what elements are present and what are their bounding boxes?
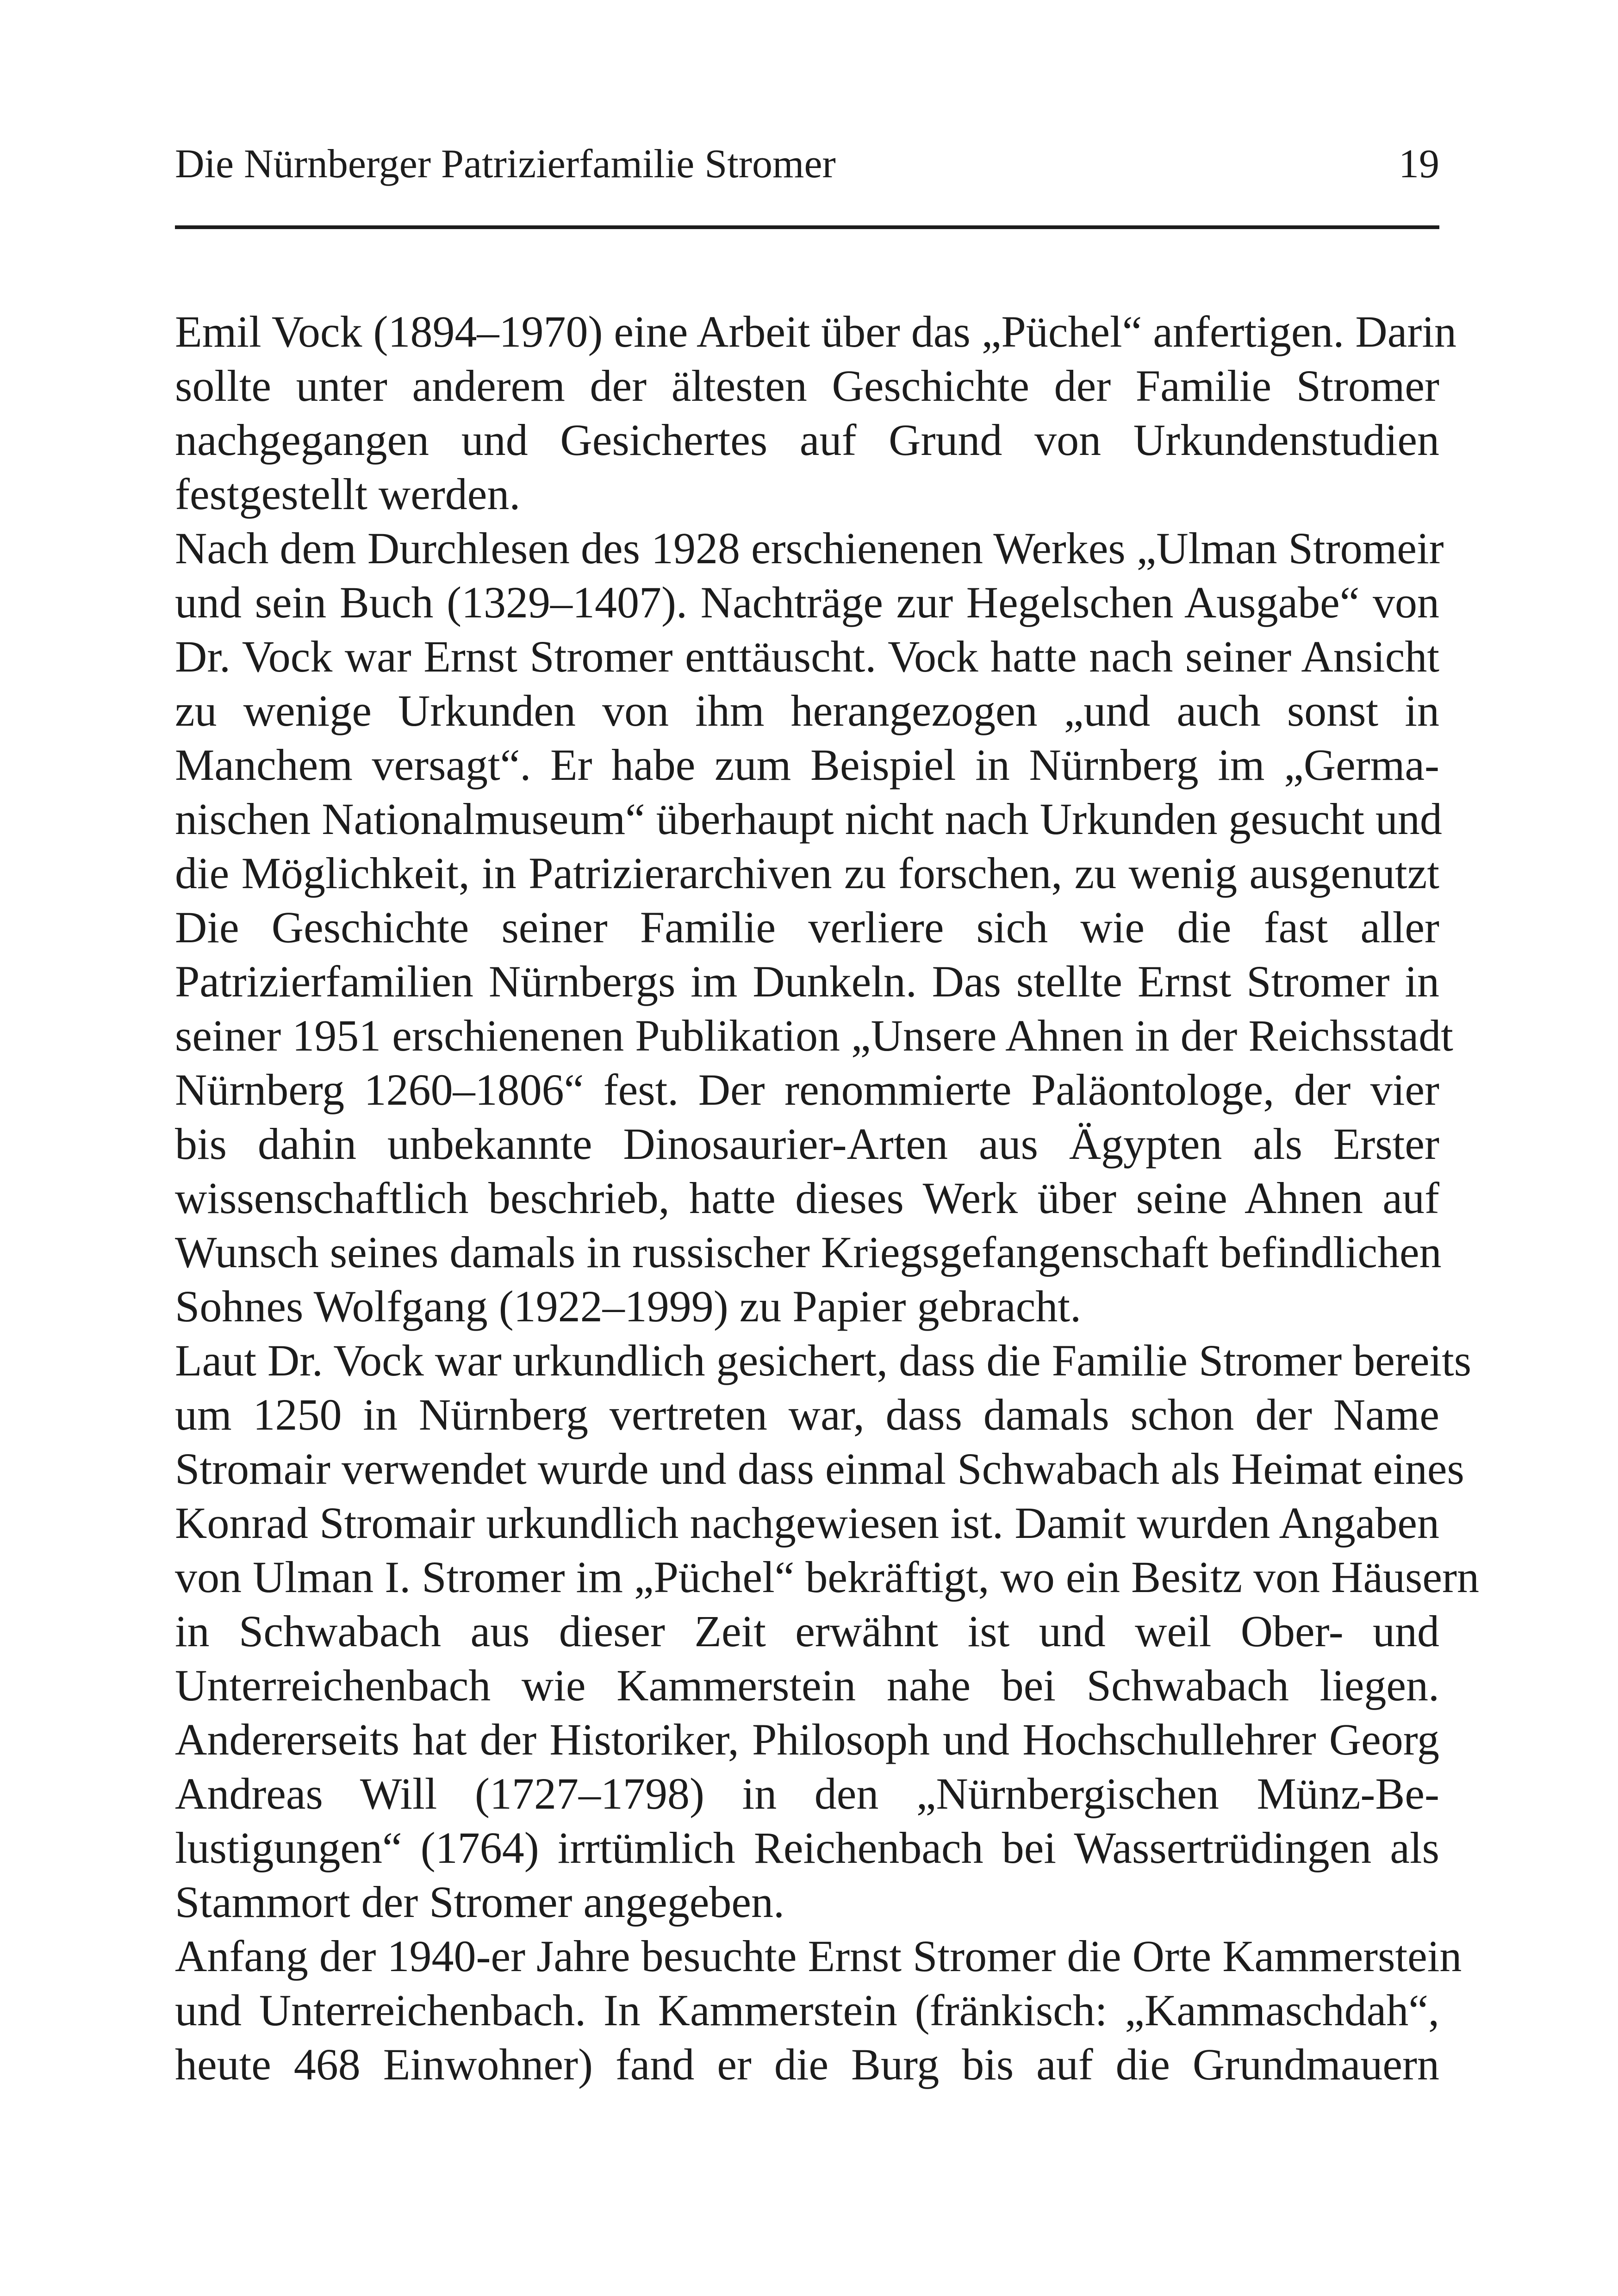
text-line: die Möglichkeit, in Patrizierarchiven zu forschen, zu wenig ausgenutzt bbox=[175, 848, 1439, 898]
text-line: Manchem versagt“. Er habe zum Beispiel in Nürnberg im „Germa- bbox=[175, 740, 1439, 790]
text-line: Stromair verwendet wurde und dass einmal Schwabach als Heimat eines bbox=[175, 1444, 1464, 1493]
header-rule bbox=[175, 225, 1439, 229]
page-number: 19 bbox=[1399, 142, 1439, 187]
text-line: sollte unter anderem der ältesten Geschichte der Familie Stromer bbox=[175, 361, 1439, 411]
text-line: Andererseits hat der Historiker, Philosoph und Hochschullehrer Georg bbox=[175, 1715, 1439, 1764]
text-line: Dr. Vock war Ernst Stromer enttäuscht. Vock hatte nach seiner Ansicht bbox=[175, 632, 1439, 681]
text-line: lustigungen“ (1764) irrtümlich Reichenbach bei Wassertrüdingen als bbox=[175, 1823, 1439, 1873]
text-line: zu wenige Urkunden von ihm herangezogen „und auch sonst in bbox=[175, 686, 1439, 735]
text-line: nischen Nationalmuseum“ überhaupt nicht nach Urkunden gesucht und bbox=[175, 794, 1442, 844]
text-line: von Ulman I. Stromer im „Püchel“ bekräftigt, wo ein Besitz von Häusern bbox=[175, 1552, 1479, 1602]
text-line: Sohnes Wolfgang (1922–1999) zu Papier gebracht. bbox=[175, 1282, 1082, 1331]
text-line: nachgegangen und Gesichertes auf Grund von Urkundenstudien bbox=[175, 415, 1439, 465]
text-line: Laut Dr. Vock war urkundlich gesichert, dass die Familie Stromer bereits bbox=[175, 1336, 1472, 1385]
text-line: und Unterreichenbach. In Kammerstein (fränkisch: „Kammaschdah“, bbox=[175, 1985, 1439, 2035]
text-line: Stammort der Stromer angegeben. bbox=[175, 1877, 784, 1927]
text-line: Unterreichenbach wie Kammerstein nahe bei Schwabach liegen. bbox=[175, 1661, 1439, 1710]
text-line: um 1250 in Nürnberg vertreten war, dass damals schon der Name bbox=[175, 1390, 1439, 1439]
header-title: Die Nürnberger Patrizierfamilie Stromer bbox=[175, 142, 836, 187]
running-header bbox=[175, 132, 1439, 197]
text-line: seiner 1951 erschienenen Publikation „Unsere Ahnen in der Reichsstadt bbox=[175, 1011, 1453, 1060]
text-line: Konrad Stromair urkundlich nachgewiesen ist. Damit wurden Angaben bbox=[175, 1498, 1439, 1548]
text-line: Emil Vock (1894–1970) eine Arbeit über das „Püchel“ anfertigen. Darin bbox=[175, 307, 1456, 356]
text-line: wissenschaftlich beschrieb, hatte dieses Werk über seine Ahnen auf bbox=[175, 1173, 1439, 1223]
text-line: bis dahin unbekannte Dinosaurier-Arten aus Ägypten als Erster bbox=[175, 1119, 1439, 1169]
text-line: und sein Buch (1329–1407). Nachträge zur Hegelschen Ausgabe“ von bbox=[175, 578, 1439, 627]
text-line: Andreas Will (1727–1798) in den „Nürnbergischen Münz-Be- bbox=[175, 1769, 1439, 1818]
text-line: Patrizierfamilien Nürnbergs im Dunkeln. Das stellte Ernst Stromer in bbox=[175, 957, 1439, 1006]
text-line: Anfang der 1940-er Jahre besuchte Ernst Stromer die Orte Kammerstein bbox=[175, 1931, 1462, 1981]
text-line: Nach dem Durchlesen des 1928 erschienenen Werkes „Ulman Stromeir bbox=[175, 523, 1444, 573]
text-line: heute 468 Einwohner) fand er die Burg bis auf die Grundmauern bbox=[175, 2040, 1439, 2089]
body-text bbox=[175, 305, 1479, 2091]
text-line: festgestellt werden. bbox=[175, 469, 521, 519]
text-line: in Schwabach aus dieser Zeit erwähnt ist und weil Ober- und bbox=[175, 1606, 1439, 1656]
text-line: Nürnberg 1260–1806“ fest. Der renommierte Paläontologe, der vier bbox=[175, 1065, 1439, 1114]
text-line: Die Geschichte seiner Familie verliere sich wie die fast aller bbox=[175, 902, 1439, 952]
text-line: Wunsch seines damals in russischer Kriegsgefangenschaft befindlichen bbox=[175, 1227, 1442, 1277]
